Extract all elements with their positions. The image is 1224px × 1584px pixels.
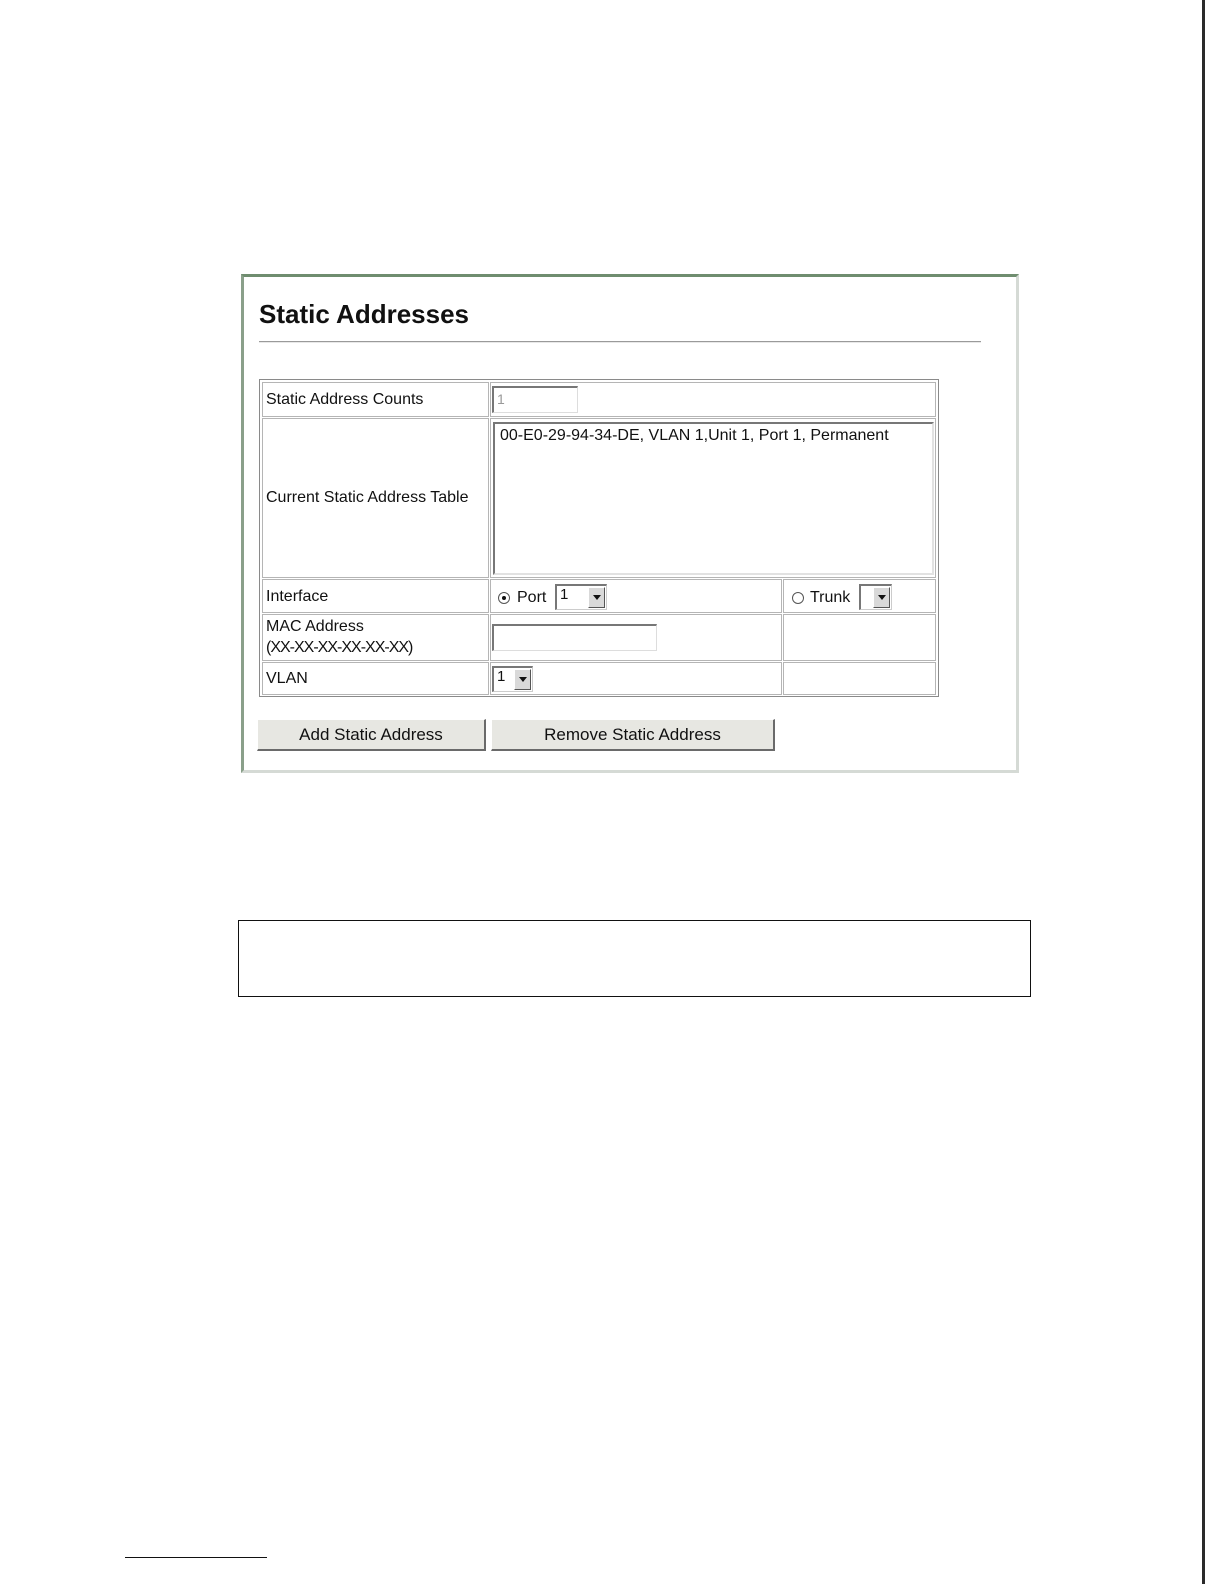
vlan-label-cell [262, 662, 489, 695]
mac-value-cell [490, 614, 782, 661]
vlan-select-value: 1 [497, 668, 506, 685]
mac-address-input[interactable] [492, 624, 657, 651]
trunk-radio[interactable] [792, 592, 804, 604]
page-edge-line [1202, 0, 1205, 1584]
trunk-select[interactable] [859, 584, 892, 610]
trunk-cell [783, 579, 936, 613]
port-cell [490, 579, 782, 613]
page-title: Static Addresses [259, 299, 470, 329]
static-address-listbox[interactable] [493, 422, 934, 575]
remove-static-address-button[interactable]: Remove Static Address [491, 719, 775, 751]
title-divider [259, 341, 981, 343]
table-value-cell [490, 418, 936, 578]
mac-label-cell [262, 614, 489, 661]
trunk-label: Trunk [810, 589, 851, 606]
static-address-count-field: 1 [492, 386, 578, 413]
chevron-down-icon[interactable] [873, 587, 890, 608]
vlan-select[interactable] [492, 666, 533, 692]
chevron-down-icon[interactable] [588, 587, 605, 608]
count-value-cell [490, 382, 936, 417]
chevron-down-icon[interactable] [514, 669, 531, 690]
mac-empty-cell [783, 614, 936, 661]
add-static-address-button[interactable]: Add Static Address [257, 719, 486, 751]
table-label-cell [262, 418, 489, 578]
vlan-label: VLAN [266, 670, 308, 687]
interface-label: Interface [266, 588, 329, 605]
port-select[interactable] [555, 584, 607, 610]
static-addresses-panel [241, 274, 1019, 773]
port-label: Port [517, 589, 547, 606]
mac-format-hint: (XX-XX-XX-XX-XX-XX) [266, 639, 413, 656]
empty-note-box [238, 920, 1031, 997]
port-select-value: 1 [560, 586, 569, 603]
list-item[interactable]: 00-E0-29-94-34-DE, VLAN 1,Unit 1, Port 1, Permanent [500, 427, 889, 444]
count-label: Static Address Counts [266, 391, 424, 408]
mac-label: MAC Address [266, 618, 364, 635]
footer-rule [125, 1557, 267, 1558]
static-address-form [259, 379, 939, 697]
port-radio[interactable] [498, 592, 510, 604]
interface-label-cell [262, 579, 489, 613]
count-label-cell [262, 382, 489, 417]
vlan-empty-cell [783, 662, 936, 695]
vlan-value-cell [490, 662, 782, 695]
table-label: Current Static Address Table [266, 489, 469, 506]
